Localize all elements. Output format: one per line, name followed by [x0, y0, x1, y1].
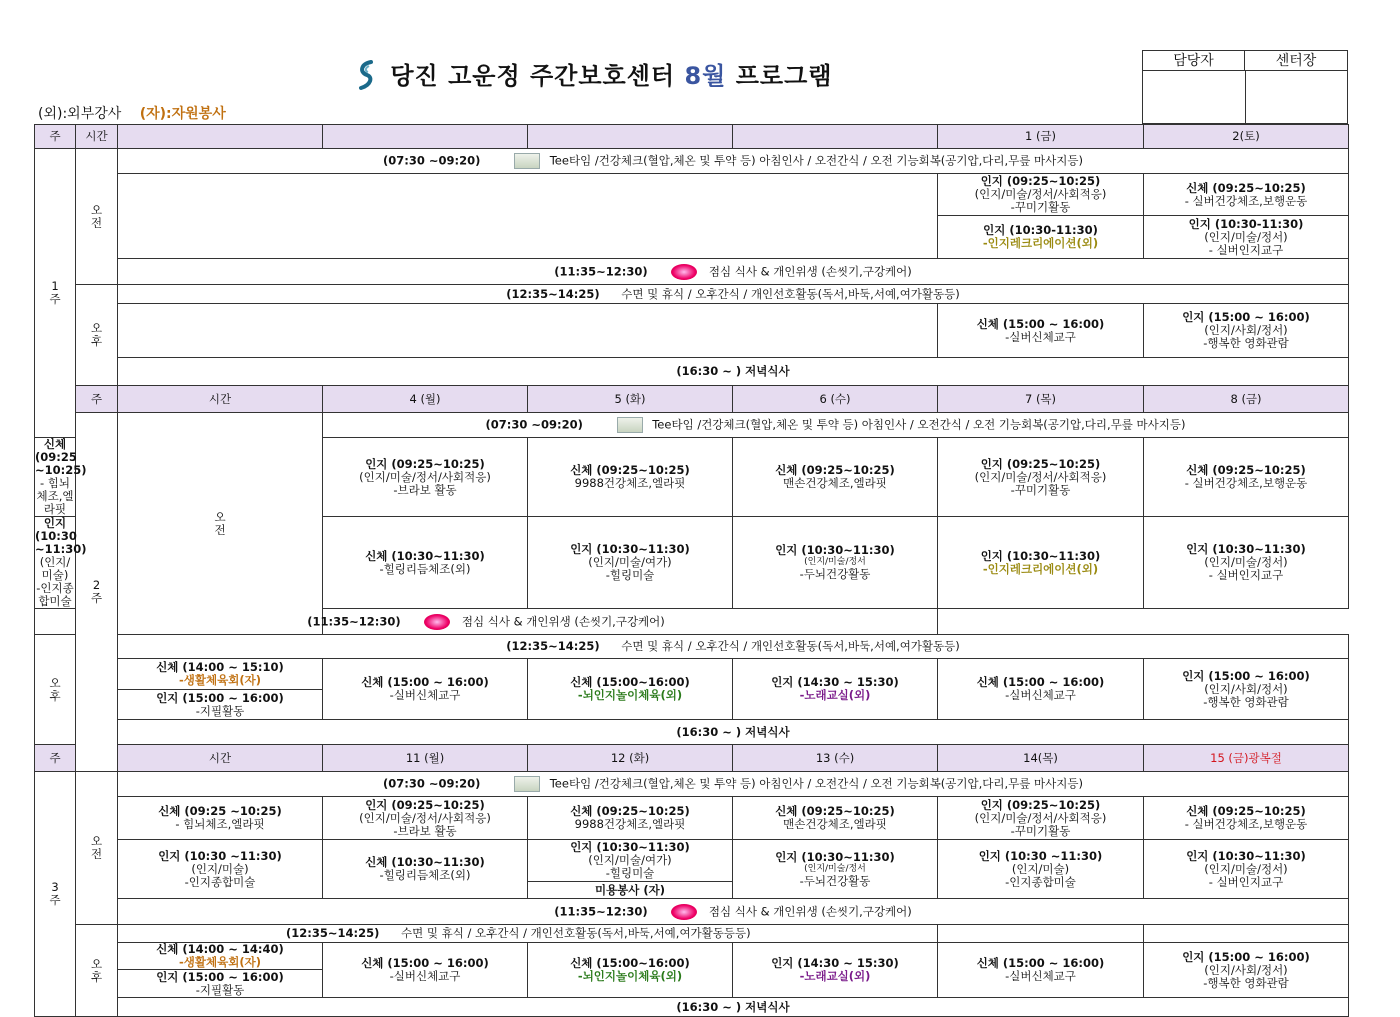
- program-cell: 인지 (10:30~11:30) (인지/미술/정서) - 실버인지교구: [1144, 840, 1349, 899]
- week-label: 주: [35, 745, 76, 772]
- program-cell: 신체 (15:00 ~ 16:00) -실버신체교구: [323, 943, 528, 998]
- program-cell: 신체 (09:25~10:25) - 실버건강체조,보행운동: [1144, 797, 1349, 840]
- empty-cell: [118, 174, 938, 259]
- program-cell: 인지 (10:30~11:30) (인지/미술/정서 -두뇌건강활동: [733, 517, 938, 609]
- program-cell: 인지 (09:25~10:25) (인지/미술/정서/사회적응) -브라보 활동: [323, 797, 528, 840]
- week3-am2-row: [35, 840, 1349, 882]
- week1-dinner-row: [35, 358, 1349, 386]
- day-cell: 13 (수): [733, 745, 938, 772]
- rest-routine: (12:35~14:25) 수면 및 휴식 / 오후간식 / 개인선호활동(독서,바둑,서예,여가활동등): [118, 285, 1349, 304]
- empty-cell: [938, 925, 1144, 943]
- title-prefix: 당진 고운정 주간보호센터: [390, 62, 676, 90]
- time-label: 시간: [118, 745, 323, 772]
- tea-icon: [514, 776, 540, 792]
- legend: [38, 103, 226, 123]
- day-cell: 11 (월): [323, 745, 528, 772]
- program-cell: 신체 (09:25 ~10:25) - 힘뇌체조,엘라핏: [118, 797, 323, 840]
- approval-box: [1142, 50, 1348, 124]
- empty-cell: [118, 304, 938, 358]
- time-label: 시간: [118, 386, 323, 413]
- am-label: 오 전: [118, 413, 323, 635]
- day-cell: 7 (목): [938, 386, 1144, 413]
- week2-pm1-row: [35, 659, 1349, 690]
- morning-routine: (07:30 ~09:20) Tee타임 /건강체크(혈압,체온 및 투약 등) 아침인사 / 오전간식 / 오전 기능회복(공기압,다리,무릎 마사지등): [323, 413, 1349, 438]
- program-cell: 신체 (15:00 ~ 16:00) -실버신체교구: [938, 943, 1144, 998]
- program-cell: 인지 (09:25~10:25) (인지/미술/정서/사회적응) -꾸미기활동: [938, 438, 1144, 517]
- pm-label: 오 후: [35, 635, 76, 745]
- rice-bowl-icon: [424, 614, 450, 630]
- week2-header-row: [35, 386, 1349, 413]
- program-cell: 신체 (09:25~10:25) - 실버건강체조,보행운동: [1144, 438, 1349, 517]
- program-cell: 인지 (15:00 ~ 16:00) -지필활동: [118, 970, 323, 998]
- day-cell: 12 (화): [528, 745, 733, 772]
- program-cell: 인지 (10:30 ~11:30) (인지/미술) -인지종합미술: [118, 840, 323, 899]
- rest-routine: (12:35~14:25) 수면 및 휴식 / 오후간식 / 개인선호활동(독서,바둑,서예,여가활동등): [118, 635, 1349, 659]
- rest-routine: (12:35~14:25) 수면 및 휴식 / 오후간식 / 개인선호활동(독서,바둑,서예,여가활동등등): [118, 925, 938, 943]
- center-logo-icon: [355, 60, 377, 90]
- program-cell: 신체 (10:30~11:30) -힐링리듬체조(외): [323, 517, 528, 609]
- day-cell: 4 (월): [323, 386, 528, 413]
- sign-director-label: 센터장: [1245, 51, 1347, 71]
- dinner-routine: (16:30 ~ ) 저녁식사: [118, 720, 1349, 745]
- dinner-routine: (16:30 ~ ) 저녁식사: [118, 998, 1349, 1017]
- week3-morning-row: [35, 772, 1349, 797]
- program-cell: 신체 (15:00~16:00) -뇌인지놀이체육(외): [528, 943, 733, 998]
- program-cell: 신체 (14:00 ~ 14:40) -생활체육회(자): [118, 943, 323, 970]
- week1-lunch-row: [35, 259, 1349, 285]
- morning-routine: (07:30 ~09:20) Tee타임 /건강체크(혈압,체온 및 투약 등) 아침인사 / 오전간식 / 오전 기능회복(공기압,다리,무릎 마사지등): [118, 149, 1349, 174]
- day-cell: [733, 125, 938, 149]
- lunch-routine: (11:35~12:30) 점심 식사 & 개인위생 (손씻기,구강케어): [118, 259, 1349, 285]
- week3-header-row: [35, 745, 1349, 772]
- sign-divider: [1245, 71, 1246, 123]
- sign-manager-label: 담당자: [1143, 51, 1245, 71]
- week1-label: 1 주: [35, 149, 76, 438]
- week3-rest-row: [35, 925, 1349, 943]
- day-cell: 5 (화): [528, 386, 733, 413]
- program-cell: 신체 (09:25~10:25) - 실버건강체조,보행운동: [1144, 174, 1349, 216]
- week3-label: 3 주: [35, 772, 76, 1017]
- program-cell: 신체 (14:00 ~ 15:10) -생활체육회(자): [118, 659, 323, 690]
- program-cell: 인지 (15:00 ~ 16:00) (인지/사회/정서) -행복한 영화관람: [1144, 659, 1349, 720]
- week1-header-row: [35, 125, 1349, 149]
- program-cell: 인지 (10:30~11:30) (인지/미술/여가) -힐링미술: [528, 840, 733, 882]
- program-cell: 인지 (15:00 ~ 16:00) (인지/사회/정서) -행복한 영화관람: [1144, 304, 1349, 358]
- program-cell: 인지 (10:30~11:30) (인지/미술/정서 -두뇌건강활동: [733, 840, 938, 899]
- week1-pm-row: [35, 304, 1349, 358]
- program-cell: 신체 (15:00 ~ 16:00) -실버신체교구: [323, 659, 528, 720]
- week-label: 주: [35, 125, 76, 149]
- pm-label: 오 후: [76, 285, 118, 386]
- program-cell: 신체 (09:25~10:25) 9988건강체조,엘라핏: [528, 797, 733, 840]
- week1-am1-row: [35, 174, 1349, 216]
- program-cell: 인지 (10:30 ~11:30) (인지/미술) -인지종합미술: [35, 516, 87, 608]
- pm-label: 오 후: [76, 925, 118, 1017]
- day-cell: 2(토): [1144, 125, 1349, 149]
- program-cell: 인지 (09:25~10:25) (인지/미술/정서/사회적응) -브라보 활동: [323, 438, 528, 517]
- week2-label: 2 주: [76, 413, 118, 772]
- lunch-routine: (11:35~12:30) 점심 식사 & 개인위생 (손씻기,구강케어): [35, 609, 938, 635]
- program-cell: 인지 (14:30 ~ 15:30) -노래교실(외): [733, 659, 938, 720]
- week3-pm1-row: [35, 943, 1349, 970]
- day-cell: 1 (금): [938, 125, 1144, 149]
- page-title: [355, 56, 832, 91]
- am-label: 오 전: [76, 772, 118, 925]
- week1-rest-row: [35, 285, 1349, 304]
- program-cell: 인지 (15:00 ~ 16:00) -지필활동: [118, 690, 323, 720]
- day-cell: [528, 125, 733, 149]
- legend-volunteer: (자):자원봉사: [139, 106, 226, 122]
- day-cell: [118, 125, 323, 149]
- dinner-routine: (16:30 ~ ) 저녁식사: [118, 358, 1349, 386]
- program-cell: 인지 (14:30 ~ 15:30) -노래교실(외): [733, 943, 938, 998]
- day-cell: 14(목): [938, 745, 1144, 772]
- time-label: 시간: [76, 125, 118, 149]
- week2-morning-row: [35, 413, 1349, 438]
- program-cell: 인지 (09:25~10:25) (인지/미술/정서/사회적응) -꾸미기활동: [938, 174, 1144, 216]
- morning-routine: (07:30 ~09:20) Tee타임 /건강체크(혈압,체온 및 투약 등) 아침인사 / 오전간식 / 오전 기능회복(공기압,다리,무릎 마사지등): [118, 772, 1349, 797]
- week1-morning-row: [35, 149, 1349, 174]
- program-cell: 신체 (09:25~10:25) 맨손건강체조,엘라핏: [733, 797, 938, 840]
- program-cell: 신체 (15:00 ~ 16:00) -실버신체교구: [938, 304, 1144, 358]
- program-cell: 신체 (09:25~10:25) 맨손건강체조,엘라핏: [733, 438, 938, 517]
- day-cell: 6 (수): [733, 386, 938, 413]
- am-label: 오 전: [76, 149, 118, 285]
- day-cell: 8 (금): [1144, 386, 1349, 413]
- program-cell: 인지 (10:30 ~11:30) (인지/미술) -인지종합미술: [938, 840, 1144, 899]
- week2-dinner-row: [35, 720, 1349, 745]
- title-suffix: 프로그램: [735, 62, 833, 90]
- rice-bowl-icon: [671, 904, 697, 920]
- legend-outside: (외):외부강사: [38, 106, 122, 122]
- week3-lunch-row: [35, 899, 1349, 925]
- program-cell: 인지 (10:30-11:30) (인지/미술/정서) - 실버인지교구: [1144, 216, 1349, 259]
- program-cell: 신체 (15:00 ~ 16:00) -실버신체교구: [938, 659, 1144, 720]
- week2-lunch-row: [35, 609, 1349, 635]
- beauty-volunteer-cell: 미용봉사 (자): [528, 882, 733, 899]
- program-cell: 인지 (15:00 ~ 16:00) (인지/사회/정서) -행복한 영화관람: [1144, 943, 1349, 998]
- week2-rest-row: [35, 635, 1349, 659]
- program-cell: 신체 (09:25~10:25) 9988건강체조,엘라핏: [528, 438, 733, 517]
- program-cell: 인지 (10:30~11:30) (인지/미술/여가) -힐링미술: [528, 517, 733, 609]
- tea-icon: [514, 153, 540, 169]
- holiday-day-cell: 15 (금)광복절: [1144, 745, 1349, 772]
- tea-icon: [617, 417, 643, 433]
- program-cell: 신체 (09:25 ~10:25) - 힘뇌체조,엘라핏: [35, 437, 87, 516]
- title-month: 8월: [684, 62, 727, 90]
- empty-cell: [1144, 925, 1349, 943]
- program-cell: 인지 (10:30~11:30) (인지/미술/정서) - 실버인지교구: [1144, 517, 1349, 609]
- day-cell: [323, 125, 528, 149]
- week3-am1-row: [35, 797, 1349, 840]
- lunch-routine: (11:35~12:30) 점심 식사 & 개인위생 (손씻기,구강케어): [118, 899, 1349, 925]
- program-cell: 인지 (09:25~10:25) (인지/미술/정서/사회적응) -꾸미기활동: [938, 797, 1144, 840]
- program-cell: 신체 (15:00~16:00) -뇌인지놀이체육(외): [528, 659, 733, 720]
- week3-dinner-row: [35, 998, 1349, 1017]
- program-cell: 인지 (10:30-11:30) -인지레크리에이션(외): [938, 216, 1144, 259]
- rice-bowl-icon: [671, 264, 697, 280]
- week-label: 주: [76, 386, 118, 413]
- schedule-table: [34, 124, 1349, 1017]
- program-cell: 인지 (10:30~11:30) -인지레크리에이션(외): [938, 517, 1144, 609]
- program-cell: 신체 (10:30~11:30) -힐링리듬체조(외): [323, 840, 528, 899]
